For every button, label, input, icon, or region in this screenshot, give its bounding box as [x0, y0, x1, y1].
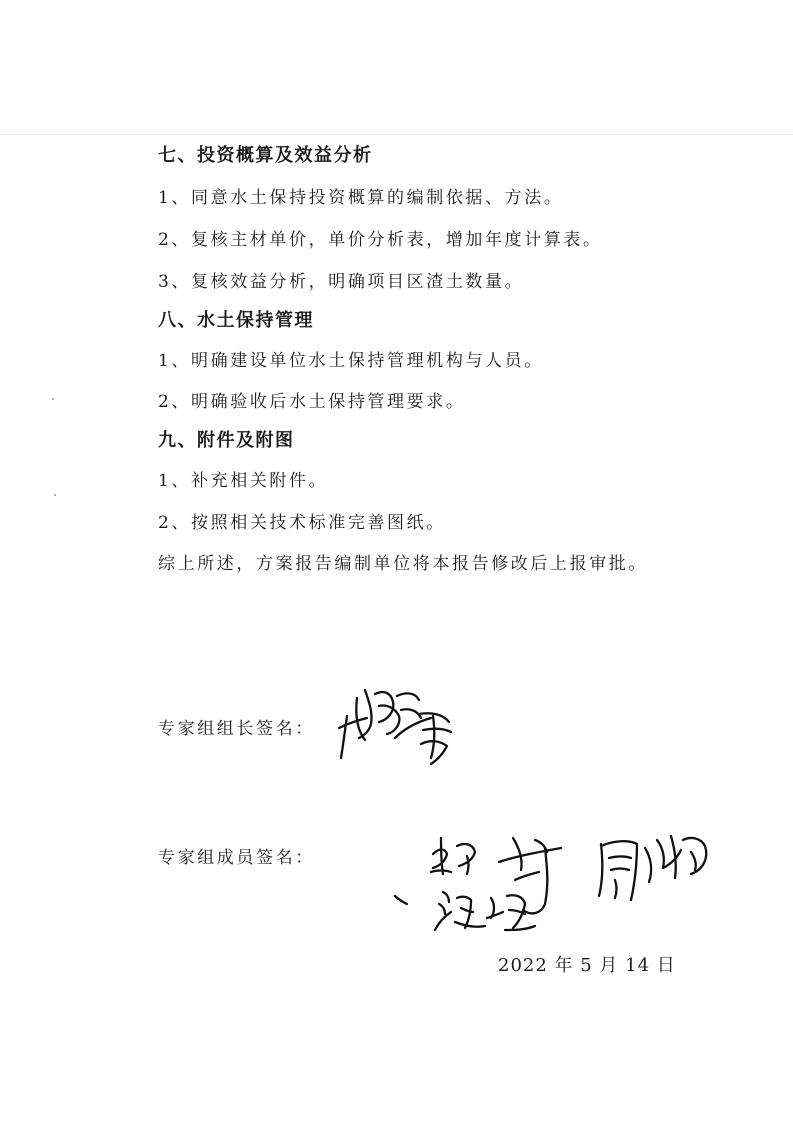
section-9-item-1: 1、补充相关附件。 [158, 471, 329, 491]
scan-edge-line [0, 134, 793, 135]
members-signature-label: 专家组成员签名： [158, 848, 315, 868]
scan-speck [52, 398, 54, 400]
section-7-item-3: 3、复核效益分析，明确项目区渣土数量。 [158, 272, 525, 292]
leader-signature-image [335, 668, 465, 768]
section-heading-7: 七、投资概算及效益分析 [158, 145, 373, 166]
section-7-item-1: 1、同意水土保持投资概算的编制依据、方法。 [158, 188, 564, 208]
section-8-item-2: 2、明确验收后水土保持管理要求。 [158, 392, 466, 412]
section-heading-8: 八、水土保持管理 [158, 310, 314, 331]
section-9-item-2: 2、按照相关技术标准完善图纸。 [158, 513, 446, 533]
section-7-item-2: 2、复核主材单价，单价分析表，增加年度计算表。 [158, 230, 603, 250]
members-signature-image [395, 818, 725, 938]
document-date: 2022 年 5 月 14 日 [498, 955, 676, 976]
section-heading-9: 九、附件及附图 [158, 430, 295, 451]
conclusion-text: 综上所述，方案报告编制单位将本报告修改后上报审批。 [158, 554, 648, 574]
scan-speck [54, 494, 56, 496]
section-8-item-1: 1、明确建设单位水土保持管理机构与人员。 [158, 351, 544, 371]
leader-signature-label: 专家组组长签名： [158, 719, 315, 739]
